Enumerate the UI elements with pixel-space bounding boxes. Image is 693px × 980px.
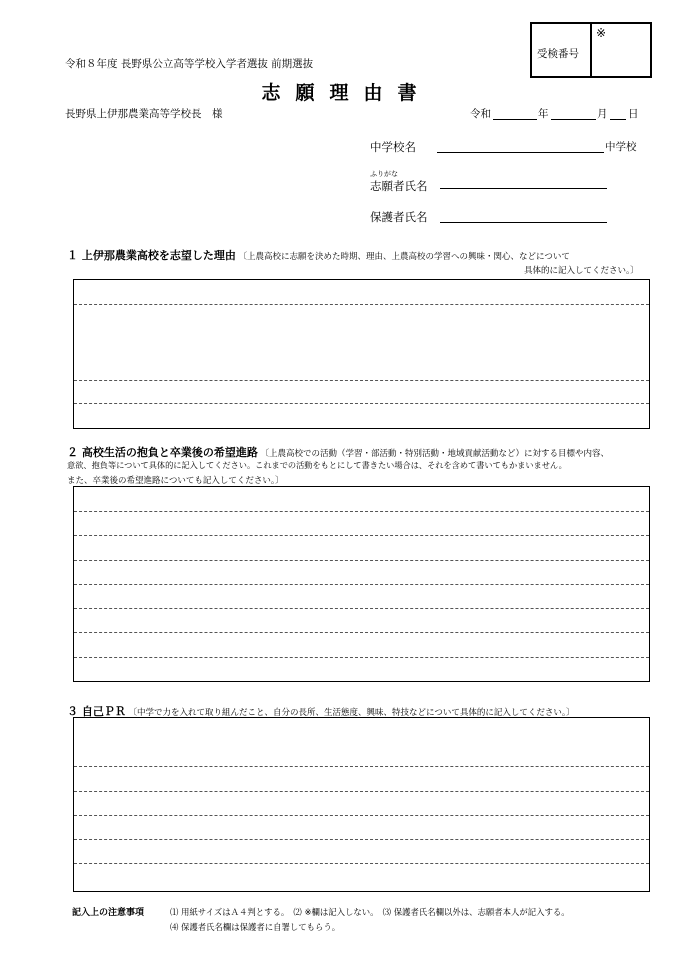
addressee: 長野県上伊那農業高等学校長 様 <box>65 108 223 120</box>
writing-line <box>74 766 649 767</box>
section-2-note-line3: また、卒業後の希望進路についても記入してください。〕 <box>67 476 284 486</box>
exam-mark: ※ <box>596 26 607 40</box>
section-1-note-line2: 具体的に記入してください。〕 <box>524 266 639 276</box>
date-era: 令和 <box>470 108 491 120</box>
school-name-label: 中学校名 <box>370 140 416 154</box>
date-year-label: 年 <box>538 108 549 120</box>
writing-line <box>74 608 649 609</box>
notes-line1: ⑴ 用紙サイズはＡ４判とする。 ⑵ ※欄は記入しない。 ⑶ 保護者氏名欄以外は、志願者本人が記入する。 <box>170 907 570 917</box>
section-1-heading: １ 上伊那農業高校を志望した理由 <box>67 249 236 262</box>
notes-label: 記入上の注意事項 <box>72 908 145 918</box>
furigana-label: ふりがな <box>370 170 398 178</box>
page-title: 志願理由書 <box>261 82 432 104</box>
date-day-field[interactable] <box>610 119 626 120</box>
section-3-note-line1: 〔中学で力を入れて取り組んだこと、自分の長所、生活態度、興味、特技などについて具体的に記入してください。〕 <box>128 708 575 718</box>
exam-number-box[interactable] <box>530 22 652 78</box>
writing-line <box>74 584 649 585</box>
section-3-heading: ３ 自己ＰＲ <box>67 705 126 718</box>
date-year-field[interactable] <box>493 119 537 120</box>
date-day-label: 日 <box>628 108 639 120</box>
section-1-note-line1: 〔上農高校に志願を決めた時期、理由、上農高校の学習への興味・関心、などについて <box>238 252 570 262</box>
writing-line <box>74 863 649 864</box>
section-1-answer-box[interactable] <box>73 279 650 429</box>
selection-title: 令和８年度 長野県公立高等学校入学者選抜 前期選抜 <box>65 58 314 70</box>
section-3-answer-box[interactable] <box>73 717 650 892</box>
exam-box-divider <box>590 24 592 76</box>
writing-line <box>74 380 649 381</box>
school-name-field[interactable] <box>437 152 604 153</box>
writing-line <box>74 560 649 561</box>
school-suffix: 中学校 <box>605 141 637 153</box>
section-2-heading: ２ 高校生活の抱負と卒業後の希望進路 <box>67 446 258 459</box>
section-2-answer-box[interactable] <box>73 486 650 682</box>
guardian-name-field[interactable] <box>440 222 607 223</box>
applicant-name-label: 志願者氏名 <box>370 179 428 193</box>
applicant-name-field[interactable] <box>440 188 607 189</box>
section-1-header <box>67 247 570 263</box>
section-2-note-line1: 〔上農高校での活動（学習・部活動・特別活動・地域貢献活動など）に対する目標や内容、 <box>260 449 610 459</box>
section-2-header <box>67 444 609 460</box>
writing-line <box>74 815 649 816</box>
writing-line <box>74 535 649 536</box>
notes-line2: ⑷ 保護者氏名欄は保護者に自署してもらう。 <box>170 922 341 932</box>
writing-line <box>74 657 649 658</box>
section-2-note-line2: 意欲、抱負等について具体的に記入してください。これまでの活動をもとにして書きたい場合は、それを含めて書いてもかまいません。 <box>67 460 567 470</box>
writing-line <box>74 511 649 512</box>
guardian-name-label: 保護者氏名 <box>370 210 428 224</box>
writing-line <box>74 839 649 840</box>
date-month-field[interactable] <box>551 119 596 120</box>
date-month-label: 月 <box>597 108 608 120</box>
writing-line <box>74 304 649 305</box>
writing-line <box>74 403 649 404</box>
exam-number-label: 受検番号 <box>537 48 579 60</box>
writing-line <box>74 791 649 792</box>
writing-line <box>74 632 649 633</box>
